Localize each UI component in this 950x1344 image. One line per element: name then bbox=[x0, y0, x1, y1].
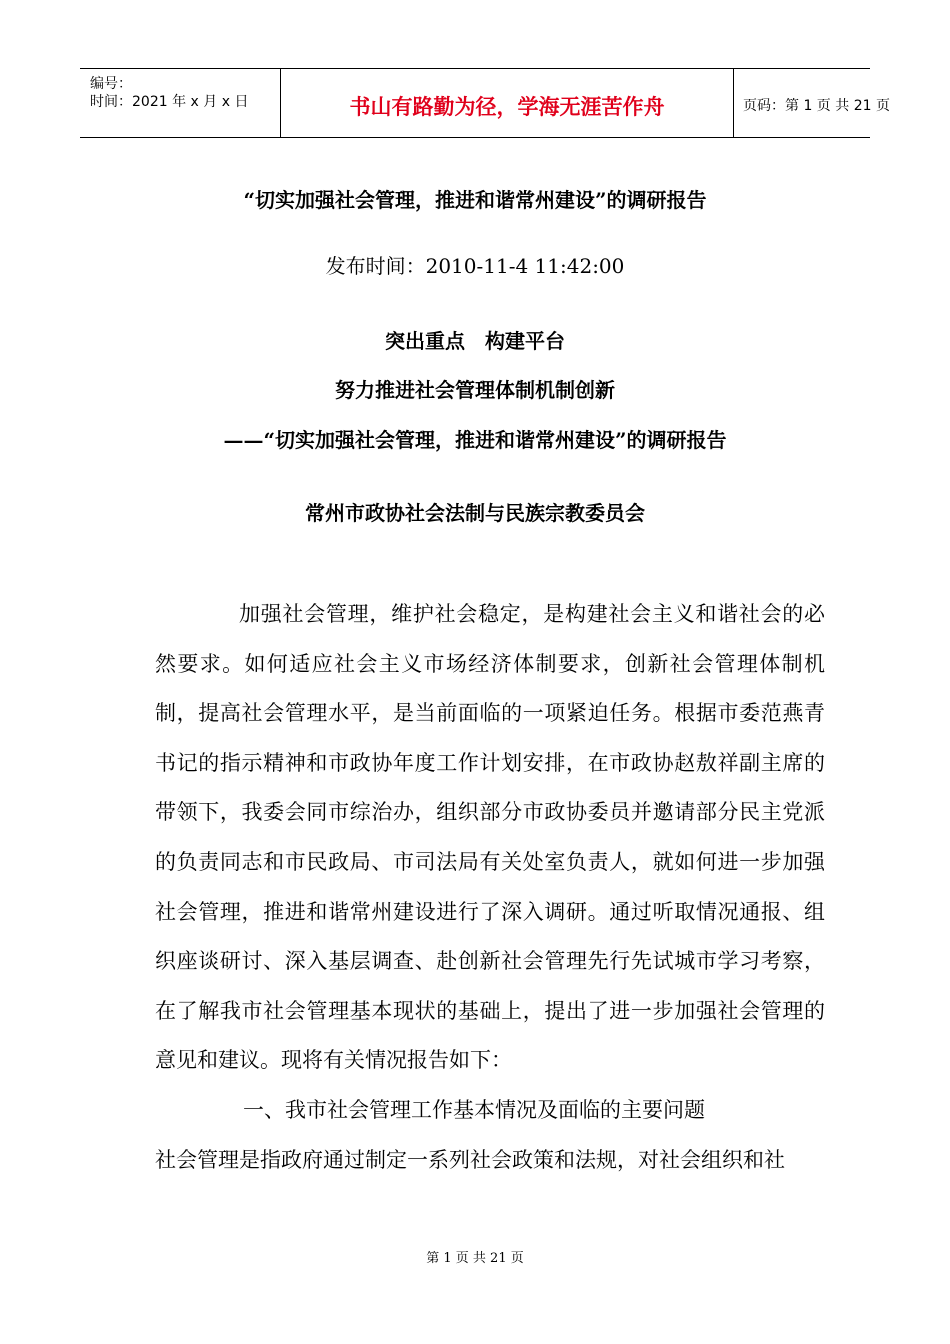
author-organization: 常州市政协社会法制与民族宗教委员会 bbox=[305, 501, 645, 525]
publish-time: 发布时间：2010-11-4 11:42:00 bbox=[325, 254, 625, 278]
header-motto-cell bbox=[280, 69, 734, 137]
body-paragraph: 社会管理是指政府通过制定一系列社会政策和法规，对社会组织和社 bbox=[155, 1147, 785, 1172]
section-heading: 一、我市社会管理工作基本情况及面临的主要问题 bbox=[243, 1097, 705, 1122]
serial-number-label: 编号： bbox=[90, 76, 132, 92]
page-number-label: 页码：第 1 页 共 21 页 bbox=[743, 98, 890, 114]
subtitle-line-3: ——“切实加强社会管理，推进和谐常州建设”的调研报告 bbox=[223, 428, 727, 452]
subtitle-line-2: 努力推进社会管理体制机制创新 bbox=[335, 378, 615, 402]
header-meta-cell bbox=[80, 69, 280, 137]
document-body bbox=[155, 590, 825, 1185]
document-title: “切实加强社会管理，推进和谐常州建设”的调研报告 bbox=[243, 188, 707, 212]
document-header bbox=[80, 68, 890, 138]
body-paragraph: 加强社会管理，维护社会稳定，是构建社会主义和谐社会的必然要求。如何适应社会主义市场经济体制要求，创新社会管理体制机制，提高社会管理水平，是当前面临的一项紧迫任务。根据市委范燕青书记的指示精神和市政协年度工作计划安排，在市政协赵敖祥副主席的带领下，我委会同市综治办，组织部分市政协委员并邀请部分民主党派的负责同志和市民政局、市司法局有关处室负责人，就如何进一步加强社会管理，推进和谐常州建设进行了深入调研。通过听取情况通报、组织座谈研讨、深入基层调查、赴创新社会管理先行先试城市学习考察，在了解我市社会管理基本现状的基础上，提出了进一步加强社会管理的意见和建议。现将有关情况报告如下： bbox=[155, 602, 825, 1073]
header-page-cell bbox=[733, 69, 890, 137]
motto-text: 书山有路勤为径，学海无涯苦作舟 bbox=[349, 95, 665, 119]
date-label: 时间：2021 年 x 月 x 日 bbox=[90, 94, 249, 110]
page-footer: 第 1 页 共 21 页 bbox=[426, 1251, 524, 1266]
subtitle-line-1: 突出重点 构建平台 bbox=[385, 329, 565, 353]
